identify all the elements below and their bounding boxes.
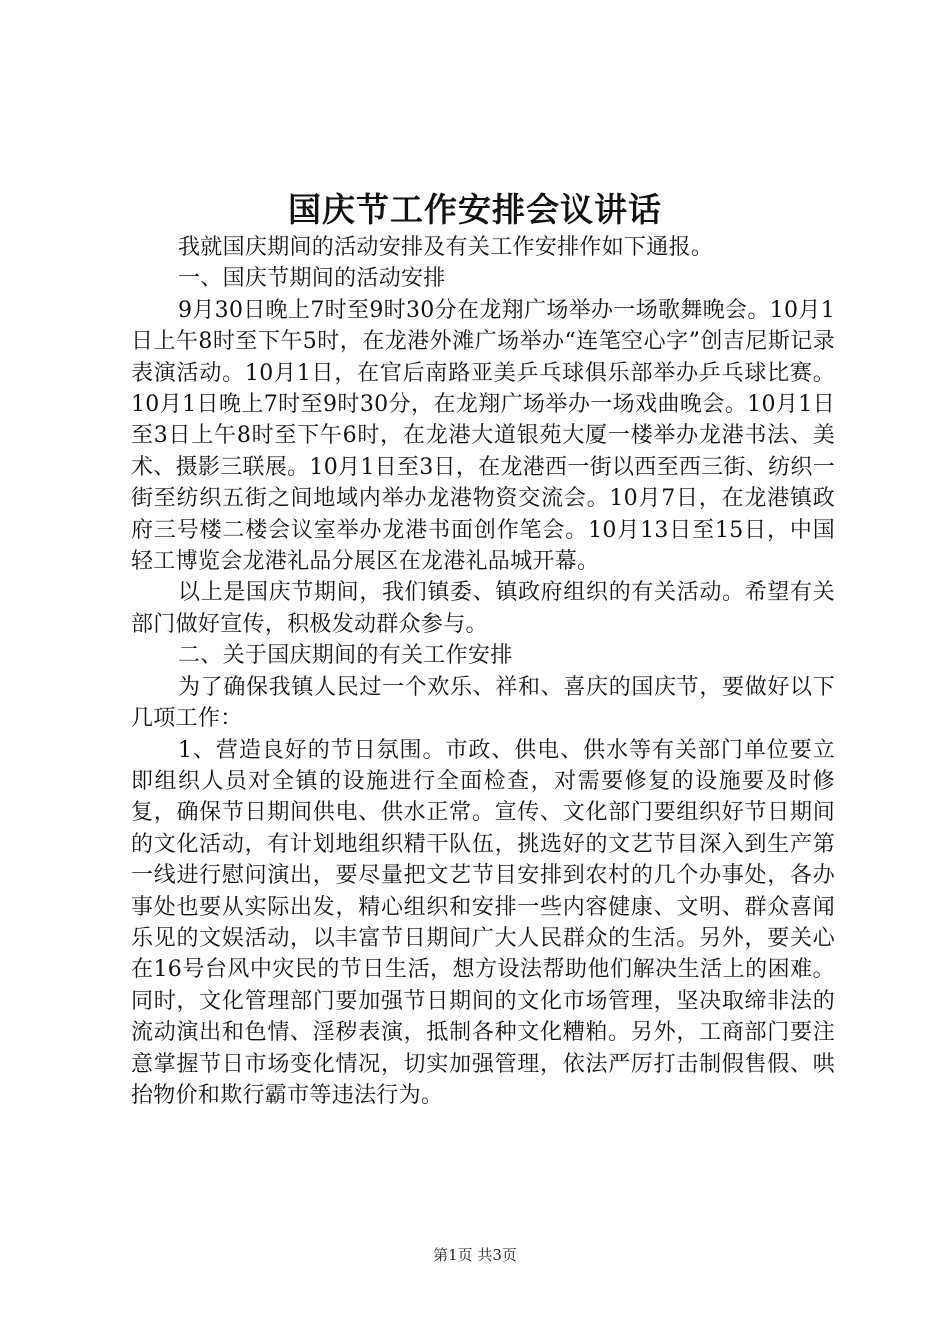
paragraph-work-item-1: 1、营造良好的节日氛围。市政、供电、供水等有关部门单位要立即组织人员对全镇的设施进行全面检查，对需要修复的设施要及时修复，确保节日期间供电、供水正常。宣传、文化部门要组织好节日期间的文化活动，有计划地组织精干队伍，挑选好的文艺节目深入到生产第一线进行慰问演出，要尽量把文艺节目安排到农村的几个办事处，各办事处也要从实际出发，精心组织和安排一些内容健康、文明、群众喜闻乐见的文娱活动，以丰富节日期间广大人民群众的生活。另外，要关心在16号台风中灾民的节日生活，想方设法帮助他们解决生活上的困难。同时，文化管理部门要加强节日期间的文化市场管理，坚决取缔非法的流动演出和色情、淫秽表演，抵制各种文化糟粕。另外，工商部门要注意掌握节日市场变化情况，切实加强管理，依法严厉打击制假售假、哄抬物价和欺行霸市等违法行为。 — [131, 737, 835, 1108]
section-heading-2: 二、关于国庆期间的有关工作安排 — [178, 643, 513, 669]
paragraph-work-intro: 为了确保我镇人民过一个欢乐、祥和、喜庆的国庆节，要做好以下几项工作： — [131, 674, 835, 732]
document-body — [131, 232, 835, 1111]
page-footer: 第1页 共3页 — [433, 1246, 517, 1264]
section-heading-1: 一、国庆节期间的活动安排 — [178, 266, 446, 292]
paragraph-activities: 9月30日晚上7时至9时30分在龙翔广场举办一场歌舞晚会。10月1日上午8时至下午5时，在龙港外滩广场举办“连笔空心字”创吉尼斯记录表演活动。10月1日，在官后南路亚美乒乓球俱乐部举办乒乓球比赛。10月1日晚上7时至9时30分，在龙翔广场举办一场戏曲晚会。10月1日至3日上午8时至下午6时，在龙港大道银苑大厦一楼举办龙港书法、美术、摄影三联展。10月1日至3日，在龙港西一街以西至西三街、纺织一街至纺织五街之间地域内举办龙港物资交流会。10月7日，在龙港镇政府三号楼二楼会议室举办龙港书面创作笔会。10月13日至15日，中国轻工博览会龙港礼品分展区在龙港礼品城开幕。 — [131, 297, 835, 575]
document-title: 国庆节工作安排会议讲话 — [288, 190, 662, 229]
paragraph-activities-summary: 以上是国庆节期间，我们镇委、镇政府组织的有关活动。希望有关部门做好宣传，积极发动群众参与。 — [131, 580, 835, 637]
paragraph-intro: 我就国庆期间的活动安排及有关工作安排作如下通报。 — [178, 235, 714, 260]
